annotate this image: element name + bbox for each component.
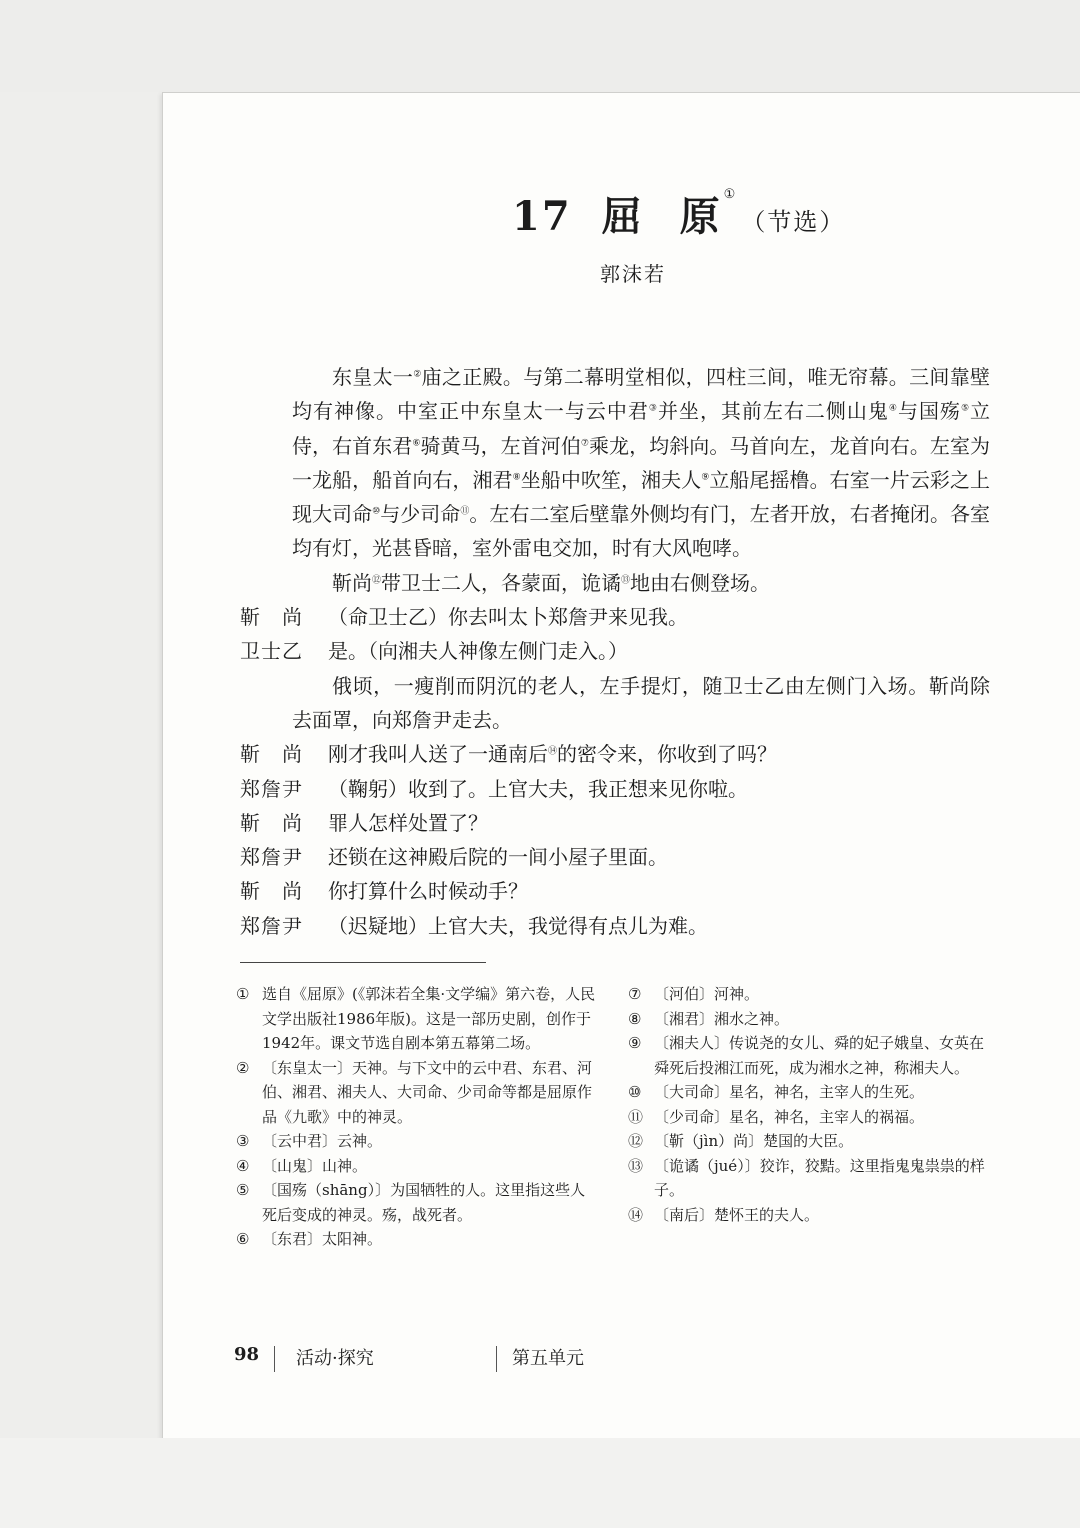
- dialogue-line: [240, 840, 990, 874]
- footnote-ref: ⑨: [701, 472, 710, 483]
- text-span: 坐船中吹笙，湘夫人: [520, 467, 702, 492]
- footnote-text: 〔大司命〕星名，神名，主宰人的生死。: [654, 1083, 925, 1101]
- dialogue-line: [240, 600, 990, 634]
- footnote-text: 〔东皇太一〕天神。与下文中的云中君、东君、河伯、湘君、湘夫人、大司命、少司命等都是屈原作品《九歌》中的神灵。: [262, 1058, 593, 1126]
- lesson-title: [512, 185, 845, 242]
- footnote-text: 〔少司命〕星名，神名，主宰人的祸福。: [654, 1107, 925, 1126]
- footer-separator: [496, 1346, 497, 1372]
- footnote-text: 〔云中君〕云神。: [262, 1132, 383, 1150]
- stage-direction-2: [240, 566, 990, 600]
- footnote-mark: ⑬: [628, 1156, 644, 1175]
- dialogue-line: [240, 772, 990, 806]
- footnote-text: 〔南后〕楚怀王的夫人。: [654, 1205, 820, 1224]
- footnote-ref: ⑧: [512, 472, 521, 483]
- footnote-ref: ⑩: [372, 506, 381, 517]
- footnote-ref: ③: [648, 403, 658, 414]
- lesson-number: 17: [512, 193, 572, 240]
- footnote-ref: ⑤: [960, 403, 970, 414]
- footnote: [628, 1105, 988, 1130]
- text-span: 立侍，右首东君: [292, 399, 990, 458]
- text-span: 与少司命: [380, 502, 461, 527]
- footnote: [628, 1129, 988, 1154]
- speaker: 郑詹尹: [240, 845, 303, 870]
- footnote-mark: ⑦: [628, 985, 642, 1003]
- footnote: [236, 1129, 596, 1154]
- title-char-1: 屈: [601, 193, 644, 240]
- footnote: [628, 982, 988, 1007]
- footnote: [628, 1154, 988, 1203]
- footnote-ref: ②: [413, 369, 422, 380]
- footnote-ref: ⑦: [580, 437, 589, 448]
- speaker: 郑詹尹: [240, 776, 303, 801]
- speaker: 卫士乙: [240, 639, 303, 664]
- text-span: 的密令来，你收到了吗？: [557, 742, 778, 767]
- footnote: [236, 982, 596, 1056]
- footnote: [628, 1031, 988, 1080]
- footnote-mark: ⑫: [628, 1132, 644, 1150]
- text-span: 带卫士二人，各蒙面，诡谲: [381, 570, 622, 595]
- footnote: [628, 1007, 988, 1032]
- footer-separator: [274, 1346, 275, 1372]
- footnote-ref: ⑭: [548, 746, 558, 757]
- footnotes-left-column: [236, 982, 596, 1252]
- author: 郭沫若: [600, 262, 666, 286]
- line-text: （迟疑地）上官大夫，我觉得有点儿为难。: [328, 913, 708, 938]
- line-text: 还锁在这神殿后院的一间小屋子里面。: [328, 845, 668, 870]
- line-text: [328, 737, 990, 771]
- footnote-mark: ④: [236, 1156, 250, 1175]
- footnote-ref: ⑪: [460, 506, 470, 517]
- text-span: 刚才我叫人送了一通南后: [328, 742, 548, 767]
- text-span: 立船尾摇橹。右室一片云彩之上现大司命: [292, 467, 991, 527]
- line-text: 你打算什么时候动手？: [328, 879, 528, 904]
- text-span: 骑黄马，左首河伯: [420, 433, 581, 458]
- text-span: 并坐，其前左右二侧山鬼: [657, 399, 889, 424]
- scan-bottom-margin: [0, 1438, 1080, 1528]
- footnote-text: 〔河伯〕河神。: [654, 985, 760, 1003]
- dialogue-line: [240, 874, 990, 908]
- text-span: 与国殇: [897, 399, 961, 424]
- footnote-mark: ⑧: [628, 1009, 642, 1028]
- script-text: [240, 360, 990, 943]
- dialogue-line: [240, 806, 990, 840]
- footnote-text: 〔国殇（shāng）〕为国牺牲的人。这里指这些人死后变成的神灵。殇，战死者。: [262, 1181, 586, 1224]
- footnote-ref: ④: [888, 403, 898, 414]
- footnote: [236, 1227, 596, 1252]
- line-text: （命卫士乙）你去叫太卜郑詹尹来见我。: [328, 605, 688, 630]
- footnote-text: 〔靳（jìn）尚〕楚国的大臣。: [654, 1132, 854, 1150]
- speaker: 靳 尚: [240, 810, 303, 835]
- footnote-mark: ⑥: [236, 1230, 250, 1248]
- footnote: [628, 1080, 988, 1105]
- text-span: 庙之正殿。与第二幕明堂相似，四柱三间，唯无帘幕。三间靠壁均有神像。中室正中东皇太一与云中君: [292, 365, 991, 424]
- footnote-text: 〔湘君〕湘水之神。: [654, 1009, 790, 1028]
- text-span: 东皇太一: [332, 365, 414, 389]
- footnotes-right-column: [628, 982, 988, 1227]
- footnote-mark: ③: [236, 1132, 250, 1150]
- dialogue-line: [240, 737, 990, 771]
- unit-label: 第五单元: [512, 1348, 584, 1369]
- page-number: 98: [234, 1344, 260, 1365]
- text-span: 地由右侧登场。: [630, 570, 771, 595]
- speaker: 靳 尚: [240, 742, 303, 767]
- footnote-mark: ⑩: [628, 1083, 642, 1101]
- footnote-ref: ⑥: [412, 437, 421, 448]
- text-span: 乘龙，均斜向。马首向左，龙首向右。左室为一龙船，船首向右，湘君: [292, 433, 991, 492]
- footnote-text: 〔湘夫人〕传说尧的女儿、舜的妃子娥皇、女英在舜死后投湘江而死，成为湘水之神，称湘夫人。: [654, 1034, 985, 1077]
- line-text: 罪人怎样处置了？: [328, 810, 488, 835]
- speaker: 郑詹尹: [240, 913, 303, 938]
- footnote-ref: ⑬: [621, 575, 631, 586]
- footnote: [236, 1056, 596, 1130]
- line-text: 是。（向湘夫人神像左侧门走入。）: [328, 639, 628, 664]
- footnote-mark: ⑤: [236, 1181, 250, 1199]
- title-char-2: 原: [679, 193, 722, 240]
- footnote-mark: ⑨: [628, 1034, 642, 1052]
- footnote-mark: ②: [236, 1058, 250, 1077]
- dialogue-line: [240, 634, 990, 668]
- footnote: [236, 1154, 596, 1179]
- title-subtitle: （节选）: [741, 208, 846, 236]
- footnote-text: 〔东君〕太阳神。: [262, 1230, 383, 1248]
- scan-margin: [0, 92, 162, 1438]
- footnote-text: 〔诡谲（jué）〕狡诈，狡黠。这里指鬼鬼祟祟的样子。: [654, 1156, 985, 1199]
- speaker: 靳 尚: [240, 879, 303, 904]
- text-span: 靳尚: [332, 570, 372, 595]
- footnote-text: 选自《屈原》(《郭沫若全集·文学编》第六卷，人民文学出版社1986年版)。这是一部历史剧，创作于1942年。课文节选自剧本第五幕第二场。: [262, 985, 596, 1052]
- footnote-divider: [240, 962, 486, 963]
- footnote-ref: ⑫: [372, 575, 382, 586]
- footnote: [236, 1178, 596, 1227]
- title-footnote-mark: ①: [723, 186, 738, 202]
- dialogue-line: [240, 909, 990, 943]
- footnote: [628, 1203, 988, 1228]
- stage-direction-1: [240, 360, 990, 566]
- stage-direction-3: 俄顷，一瘦削而阴沉的老人，左手提灯，随卫士乙由左侧门入场。靳尚除去面罩，向郑詹尹走去。: [292, 673, 990, 732]
- footnote-mark: ⑪: [628, 1107, 644, 1126]
- text-span: 。左右二室后壁靠外侧均有门，左者开放，右者掩闭。各室均有灯，光甚昏暗，室外雷电交加，时有大风咆哮。: [292, 502, 991, 561]
- section-label: 活动·探究: [296, 1348, 374, 1369]
- line-text: （鞠躬）收到了。上官大夫，我正想来见你啦。: [328, 776, 748, 801]
- footnote-text: 〔山鬼〕山神。: [262, 1156, 368, 1175]
- footnote-mark: ①: [236, 985, 250, 1003]
- speaker: 靳 尚: [240, 605, 303, 630]
- footnote-mark: ⑭: [628, 1205, 644, 1224]
